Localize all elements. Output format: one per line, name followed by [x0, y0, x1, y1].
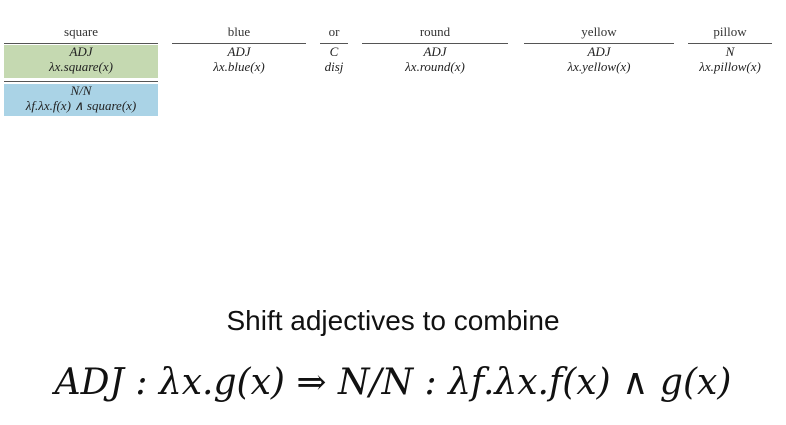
token-category: C	[329, 44, 339, 59]
token-category: ADJ	[227, 44, 251, 59]
slide-title: Shift adjectives to combine	[226, 305, 560, 336]
type-shift-formula: ADJ : λx.g(x) ⇒ N/N : λf.λx.f(x) ∧ g(x)	[54, 362, 732, 403]
token-category: ADJ	[423, 44, 447, 59]
token-word: round	[419, 24, 451, 39]
token-semantics: λx.yellow(x)	[567, 59, 631, 74]
token-semantics: λx.square(x)	[49, 59, 113, 74]
token-word: or	[328, 24, 340, 39]
token-semantics: λx.round(x)	[405, 59, 465, 74]
token-semantics: λx.pillow(x)	[699, 59, 761, 74]
token-word: square	[64, 24, 98, 39]
token-word: pillow	[713, 24, 747, 39]
token-category: N	[725, 44, 735, 59]
token-category: ADJ	[69, 44, 93, 59]
token-semantics: λx.blue(x)	[213, 59, 265, 74]
token-word: blue	[227, 24, 251, 39]
token-word: yellow	[581, 24, 617, 39]
shifted-semantics: λf.λx.f(x) ∧ square(x)	[25, 98, 137, 113]
token-category: ADJ	[587, 44, 611, 59]
shift-rule	[4, 81, 158, 82]
shifted-category: N/N	[70, 83, 92, 98]
token-semantics: disj	[324, 59, 344, 74]
